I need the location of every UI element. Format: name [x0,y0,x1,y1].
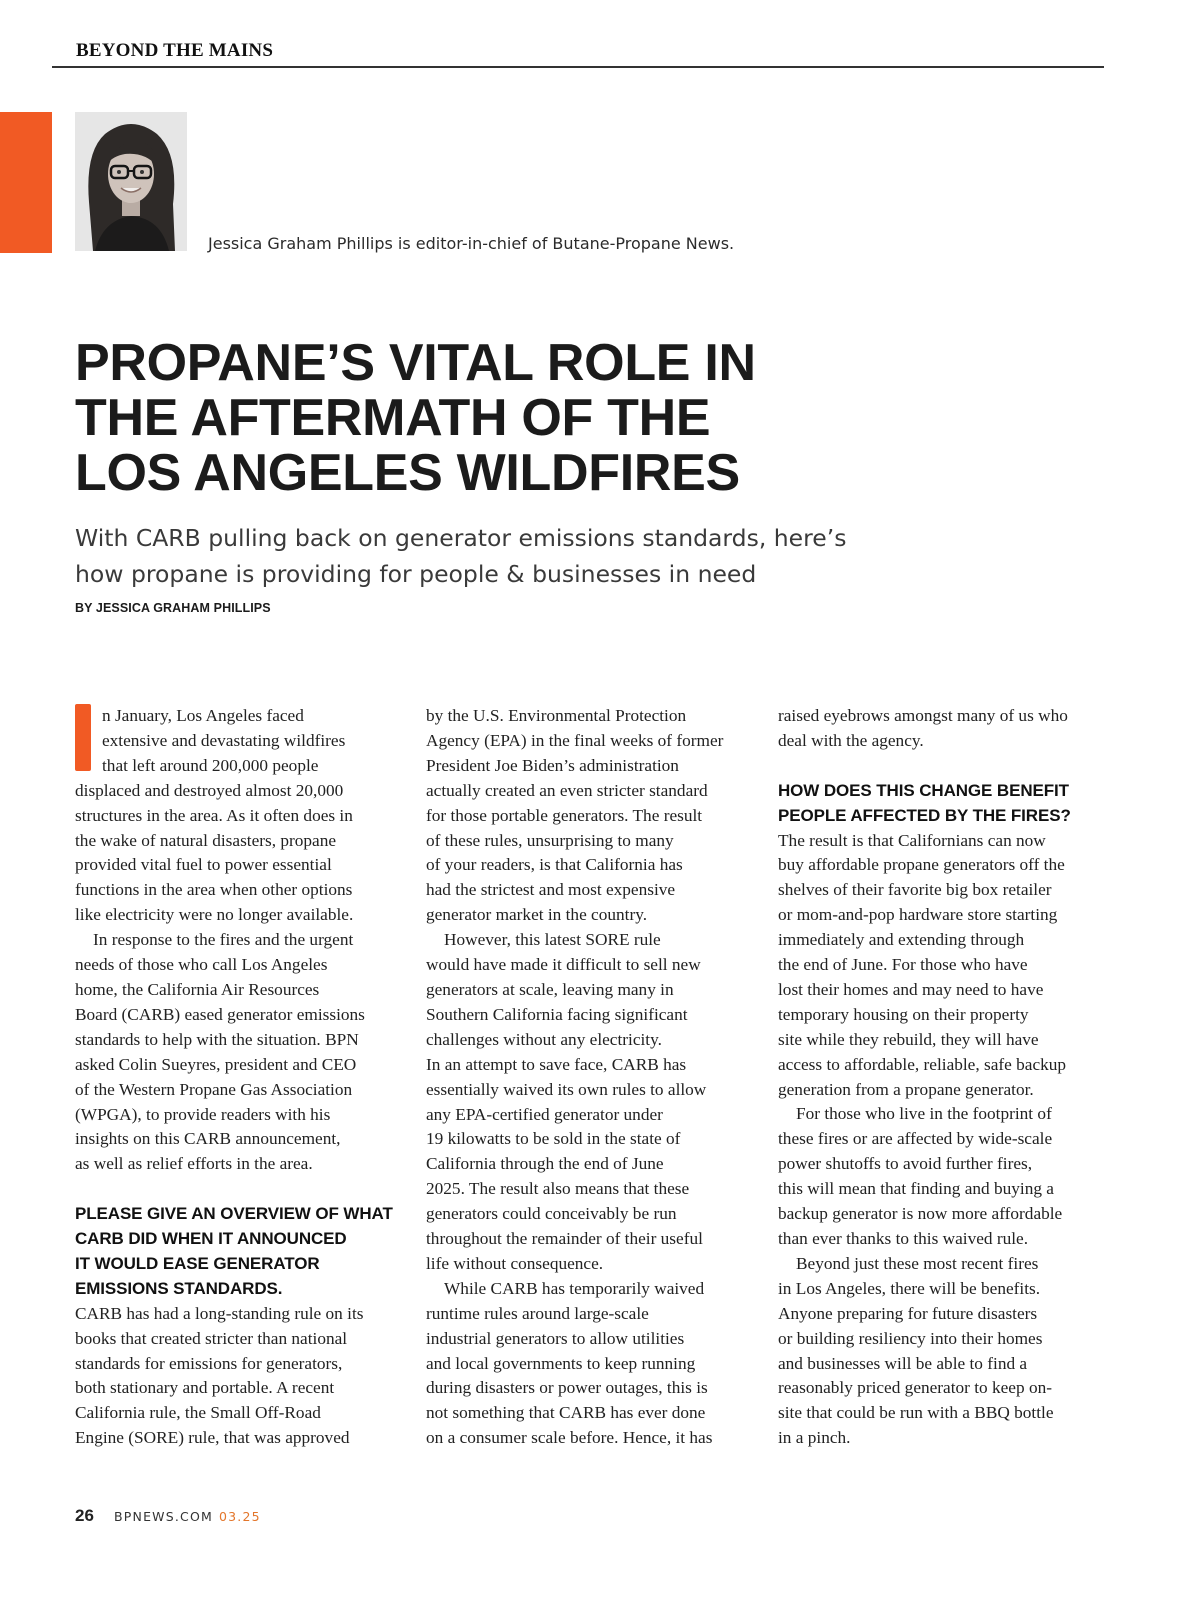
body-line: shelves of their favorite big box retailer [778,880,1052,900]
body-line: insights on this CARB announcement, [75,1129,341,1149]
body-line: 2025. The result also means that these [426,1179,690,1199]
subhead-line: HOW DOES THIS CHANGE BENEFIT [778,780,1069,800]
body-line: Beyond just these most recent fires [796,1253,1039,1273]
page-number: 26 [75,1506,94,1525]
body-line: the end of June. For those who have [778,955,1028,975]
body-line: books that created stricter than national [75,1328,348,1348]
body-line: challenges without any electricity. [426,1029,662,1049]
body-line: power shutoffs to avoid further fires, [778,1154,1033,1174]
body-line: these fires or are affected by wide-scale [778,1129,1053,1149]
subhead-line: IT WOULD EASE GENERATOR [75,1253,320,1273]
headline [75,336,875,501]
body-line: site while they rebuild, they will have [778,1029,1039,1049]
body-line: runtime rules around large-scale [426,1303,649,1323]
body-line: throughout the remainder of their useful [426,1229,703,1249]
author-portrait-icon [75,112,187,251]
body-line: of your readers, is that California has [426,855,683,875]
paragraph-spacer [778,754,1118,779]
top-rule [52,66,1104,68]
body-line: by the U.S. Environmental Protection [426,706,687,725]
body-line: While CARB has temporarily waived [444,1278,705,1298]
body-column-1 [75,704,415,1451]
body-column-3 [778,704,1118,1451]
deck [75,520,875,592]
accent-bar [0,112,52,253]
site-name: BPNEWS.COM [114,1509,213,1524]
headline-line: LOS ANGELES WILDFIRES [75,444,740,502]
body-line: CARB has had a long-standing rule on its [75,1303,364,1323]
body-line: Board (CARB) eased generator emissions [75,1004,365,1024]
body-line: standards to help with the situation. BPN [75,1029,359,1049]
body-line: and businesses will be able to find a [778,1353,1028,1373]
body-line: in a pinch. [778,1428,851,1448]
body-line: immediately and extending through [778,930,1025,950]
body-line: asked Colin Sueyres, president and CEO [75,1054,357,1074]
byline: BY JESSICA GRAHAM PHILLIPS [75,601,271,615]
body-line: structures in the area. As it often does in [75,805,353,825]
body-line: that left around 200,000 people [102,755,319,775]
body-line: as well as relief efforts in the area. [75,1154,313,1174]
body-line: both stationary and portable. A recent [75,1378,335,1398]
body-line: In response to the fires and the urgent [93,930,354,950]
body-line: For those who live in the footprint of [796,1104,1052,1124]
body-line: than ever thanks to this waived rule. [778,1229,1029,1249]
body-line: during disasters or power outages, this is [426,1378,708,1398]
body-line: or building resiliency into their homes [778,1328,1043,1348]
headline-line: PROPANE’S VITAL ROLE IN [75,334,756,392]
body-line: generator market in the country. [426,905,648,925]
body-line: (WPGA), to provide readers with his [75,1104,331,1124]
body-line: had the strictest and most expensive [426,880,676,900]
body-line: essentially waived its own rules to allow [426,1079,707,1099]
body-line: on a consumer scale before. Hence, it has [426,1428,713,1448]
body-line: reasonably priced generator to keep on- [778,1378,1052,1398]
footer-site [114,1509,261,1524]
body-line: generators could conceivably be run [426,1204,677,1224]
body-line: the wake of natural disasters, propane [75,830,337,850]
body-line: California rule, the Small Off-Road [75,1403,321,1423]
body-line: of these rules, unsurprising to many [426,830,674,850]
body-line: or mom-and-pop hardware store starting [778,905,1058,925]
section-label: BEYOND THE MAINS [76,40,274,61]
author-bio: Jessica Graham Phillips is editor-in-chief of Butane-Propane News. [208,234,735,253]
body-line: Anyone preparing for future disasters [778,1303,1038,1323]
body-line: industrial generators to allow utilities [426,1328,685,1348]
body-column-2 [426,704,766,1451]
headline-line: THE AFTERMATH OF THE [75,389,711,447]
body-line: not something that CARB has ever done [426,1403,706,1423]
body-line: of the Western Propane Gas Association [75,1079,353,1099]
body-line: California through the end of June [426,1154,664,1174]
body-line: site that could be run with a BBQ bottle [778,1403,1054,1423]
body-line: for those portable generators. The result [426,805,703,825]
body-line: deal with the agency. [778,730,924,750]
body-line: In an attempt to save face, CARB has [426,1054,687,1074]
body-line: backup generator is now more affordable [778,1204,1063,1224]
body-line: President Joe Biden’s administration [426,755,679,775]
body-line: and local governments to keep running [426,1353,696,1373]
body-line: like electricity were no longer available. [75,905,354,925]
body-line: Southern California facing significant [426,1004,688,1024]
body-line: Engine (SORE) rule, that was approved [75,1428,350,1448]
body-line: in Los Angeles, there will be benefits. [778,1278,1041,1298]
deck-line: With CARB pulling back on generator emissions standards, here’s [75,524,847,552]
drop-cap-bar [75,704,91,771]
body-line: raised eyebrows amongst many of us who [778,706,1068,725]
deck-line: how propane is providing for people & businesses in need [75,560,757,588]
body-line: actually created an even stricter standard [426,780,708,800]
body-line: any EPA-certified generator under [426,1104,663,1124]
body-line: access to affordable, reliable, safe backup [778,1054,1067,1074]
body-line: n January, Los Angeles faced [102,706,304,725]
body-line: generators at scale, leaving many in [426,979,674,999]
body-line: would have made it difficult to sell new [426,955,701,975]
body-line: displaced and destroyed almost 20,000 [75,780,344,800]
issue-date: 03.25 [218,1509,261,1524]
body-line: buy affordable propane generators off the [778,855,1065,875]
body-line: Agency (EPA) in the final weeks of former [426,730,724,750]
body-line: standards for emissions for generators, [75,1353,343,1373]
body-line: this will mean that finding and buying a [778,1179,1054,1199]
body-line: needs of those who call Los Angeles [75,955,328,975]
body-line: 19 kilowatts to be sold in the state of [426,1129,681,1149]
subhead-line: PLEASE GIVE AN OVERVIEW OF WHAT [75,1204,393,1224]
body-line: The result is that Californians can now [778,830,1046,850]
subhead-line: PEOPLE AFFECTED BY THE FIRES? [778,805,1071,825]
subhead-line: EMISSIONS STANDARDS. [75,1278,283,1298]
body-line: lost their homes and may need to have [778,979,1044,999]
body-line: extensive and devastating wildfires [102,730,346,750]
body-line: home, the California Air Resources [75,979,320,999]
body-line: generation from a propane generator. [778,1079,1034,1099]
body-line: life without consequence. [426,1253,604,1273]
body-line: functions in the area when other options [75,880,353,900]
body-line: provided vital fuel to power essential [75,855,332,875]
paragraph-spacer [75,1177,415,1202]
body-line: However, this latest SORE rule [444,930,661,950]
author-photo [75,112,187,251]
subhead-line: CARB DID WHEN IT ANNOUNCED [75,1229,347,1249]
body-line: temporary housing on their property [778,1004,1029,1024]
